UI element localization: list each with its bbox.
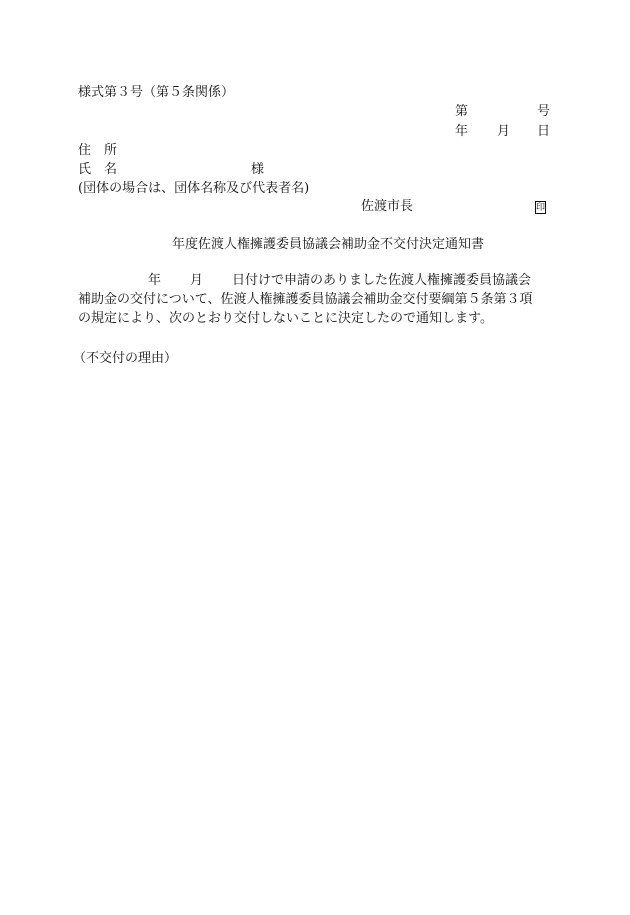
seal-icon: 印 xyxy=(536,203,546,213)
name-label: 氏 名 xyxy=(78,162,118,177)
form-label: 様式第３号（第５条関係） xyxy=(78,85,235,100)
doc-date-day: 日 xyxy=(537,124,551,139)
seal-mark xyxy=(535,198,546,215)
issuer-name: 佐渡市長 xyxy=(361,199,414,214)
doc-date-year: 年 xyxy=(455,124,469,139)
group-note: (団体の場合は、団体名称及び代表者名) xyxy=(78,181,310,196)
doc-number-suffix: 号 xyxy=(537,104,551,119)
body-line-1: 日付けで申請のありました佐渡人権擁護委員協議会 xyxy=(232,273,532,288)
body-line-3: の規定により、次のとおり交付しないことに決定したので通知します。 xyxy=(78,311,493,326)
doc-date-month: 月 xyxy=(497,124,511,139)
document-title: 年度佐渡人権擁護委員協議会補助金不交付決定通知書 xyxy=(172,237,485,252)
doc-number-prefix: 第 xyxy=(455,104,469,119)
address-label: 住 所 xyxy=(78,143,118,158)
body-line-2: 補助金の交付について、佐渡人権擁護委員協議会補助金交付要綱第５条第３項 xyxy=(78,292,533,307)
reason-label: （不交付の理由） xyxy=(73,351,178,366)
body-month: 月 xyxy=(190,273,204,288)
body-year: 年 xyxy=(148,273,162,288)
honorific: 様 xyxy=(251,162,265,177)
